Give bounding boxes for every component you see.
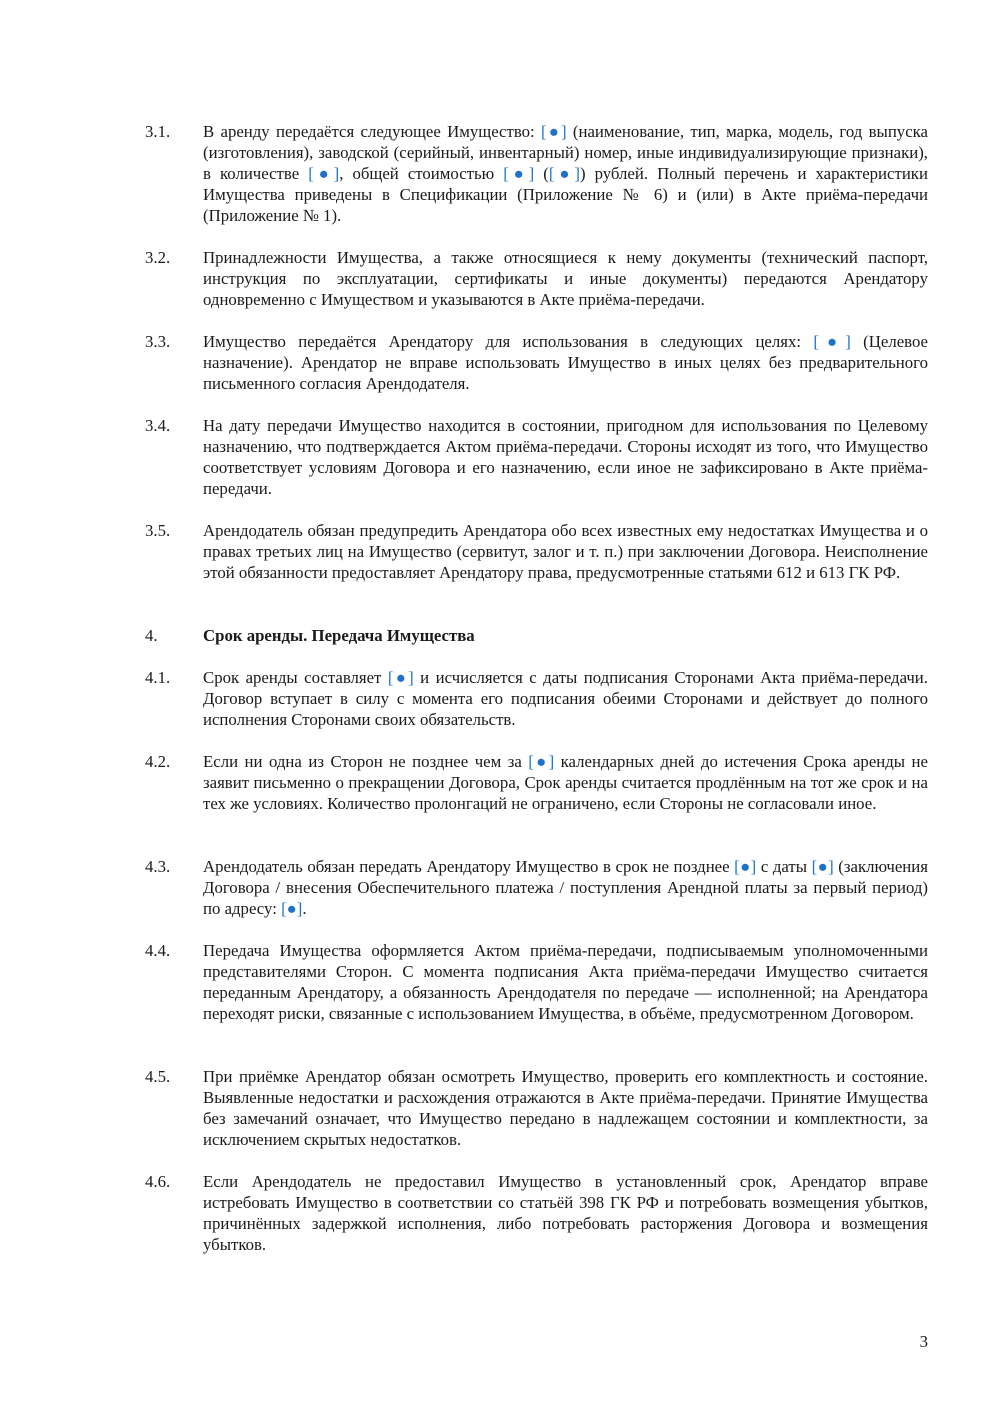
clause-text-segment: В аренду передаётся следующее Имущество: [203, 122, 542, 141]
clause-number: 3.3. [145, 332, 171, 351]
clause [145, 856, 928, 919]
clause-text [203, 1171, 928, 1255]
clause-number: 3.4. [145, 416, 171, 435]
clause-text-segment: На дату передачи Имущество находится в состоянии, пригодном для использования по Целевому назначению, что подтверждается Актом приёма-передачи. Стороны исходят из того, что Имущество соответствует условиям Договора и его назначению, если иное не зафиксировано в Акте приёма-передачи. [203, 416, 928, 498]
clause-text-segment: Передача Имущества оформляется Актом приёма-передачи, подписываемым уполномоченными представителями Сторон. С момента подписания Акта приёма-передачи Имущество считается переданным Арендатору, а обязанность Арендодателя по передаче — исполненной; на Арендатора переходят риски, связанные с использованием Имущества, в объёме, предусмотренном Договором. [203, 941, 928, 1023]
placeholder-marker: [●] [548, 164, 580, 183]
clause-text-segment: (заключения Договора / внесения Обеспечительного платежа / поступления Арендной платы за первый период) по адресу: [203, 857, 928, 918]
placeholder-marker: [●] [734, 857, 757, 876]
clause [145, 667, 928, 730]
clause [145, 1066, 928, 1150]
clause-number: 4.1. [145, 668, 171, 687]
clause-text-segment: Срок аренды составляет [203, 668, 388, 687]
clause-text [203, 751, 928, 814]
clause [145, 520, 928, 583]
page-number: 3 [919, 1332, 928, 1351]
clause-number: 3.2. [145, 248, 171, 267]
clause-text-segment: При приёмке Арендатор обязан осмотреть Имущество, проверить его комплектность и состояние. Выявленные недостатки и расхождения отражаются в Акте приёма-передачи. Принятие Имущества без замечаний означает, что Имущество передано в надлежащем состоянии и комплектности, за исключением скрытых недостатков. [203, 1067, 928, 1149]
clause-number: 4. [145, 626, 158, 645]
placeholder-marker: [●] [387, 668, 414, 687]
clause-text-segment: (Целевое назначение). Арендатор не вправе использовать Имущество в иных целях без предварительного письменного согласия Арендодателя. [203, 332, 928, 393]
clause-text-segment: и исчисляется с даты подписания Сторонами Акта приёма-передачи. Договор вступает в силу с момента его подписания обеими Сторонами и действует до полного исполнения Сторонами своих обязательств. [203, 668, 928, 729]
placeholder-marker: [●] [308, 164, 340, 183]
placeholder-marker: [●] [813, 332, 851, 351]
clause-text-segment: Арендодатель обязан передать Арендатору Имущество в срок не позднее [203, 857, 735, 876]
clause-number: 4.2. [145, 752, 171, 771]
clause-text-segment: . [302, 899, 307, 918]
clause-text-segment: Принадлежности Имущества, а также относящиеся к нему документы (технический паспорт, инструкция по эксплуатации, сертификаты и иные документы) передаются Арендатору одновременно с Имуществом и указываются в Акте приёма-передачи. [203, 248, 928, 309]
clause [145, 940, 928, 1024]
clause-text [203, 667, 928, 730]
clause-text [203, 331, 928, 394]
clause [145, 415, 928, 499]
placeholder-marker: [●] [541, 122, 567, 141]
clause-text-segment: ) рублей. Полный перечень и характеристики Имущества приведены в Спецификации (Приложение № 6) и (или) в Акте приёма-передачи (Приложение № 1). [203, 164, 928, 225]
clause-number: 4.5. [145, 1067, 171, 1086]
clause-number: 4.6. [145, 1172, 171, 1191]
clause-text-segment: Имущество передаётся Арендатору для использования в следующих целях: [203, 332, 814, 351]
clause-text [203, 856, 928, 919]
clause-text [203, 1066, 928, 1150]
clause [145, 1171, 928, 1255]
clause [145, 331, 928, 394]
clause [145, 247, 928, 310]
clause-text-segment: Арендодатель обязан предупредить Арендатора обо всех известных ему недостатках Имущества и о правах третьих лиц на Имущество (сервитут, залог и т. п.) при заключении Договора. Неисполнение этой обязанности предоставляет Арендатору права, предусмотренные статьями 612 и 613 ГК РФ. [203, 521, 928, 582]
clause-text [203, 520, 928, 583]
clause-number: 4.4. [145, 941, 171, 960]
clause-text-segment: с даты [756, 857, 812, 876]
clause-number: 3.1. [145, 122, 171, 141]
clause-text-segment: календарных дней до истечения Срока аренды не заявит письменно о прекращении Договора, Срок аренды считается продлённым на тот же срок и на тех же условиях. Количество пролонгаций не ограничено, если Стороны не согласовали иное. [203, 752, 928, 813]
clause-text-segment: Если Арендодатель не предоставил Имущество в установленный срок, Арендатор вправе истребовать Имущество в соответствии со статьёй 398 ГК РФ и потребовать возмещения убытков, причинённых задержкой исполнения, либо потребовать расторжения Договора и возмещения убытков. [203, 1172, 928, 1254]
placeholder-marker: [●] [528, 752, 555, 771]
clause [145, 121, 928, 226]
clause-text-segment: Срок аренды. Передача Имущества [203, 626, 475, 645]
clause-text-segment: ( [534, 164, 549, 183]
clause-text-segment: (наименование, тип, марка, модель, год выпуска (изготовления), заводской (серийный, инвентарный) номер, иные индивидуализирующие признаки), в количестве [203, 122, 928, 183]
placeholder-marker: [●] [811, 857, 834, 876]
clause [145, 751, 928, 814]
section-heading [145, 625, 928, 646]
clause-text-segment: , общей стоимостью [339, 164, 504, 183]
clause-text [203, 247, 928, 310]
placeholder-marker: [●] [503, 164, 535, 183]
clause-number: 4.3. [145, 857, 171, 876]
clause-text-segment: Если ни одна из Сторон не позднее чем за [203, 752, 529, 771]
clause-text [203, 415, 928, 499]
clause-number: 3.5. [145, 521, 171, 540]
placeholder-marker: [●] [281, 899, 303, 918]
section-heading-text [203, 625, 928, 646]
clause-text [203, 121, 928, 226]
clause-text [203, 940, 928, 1024]
